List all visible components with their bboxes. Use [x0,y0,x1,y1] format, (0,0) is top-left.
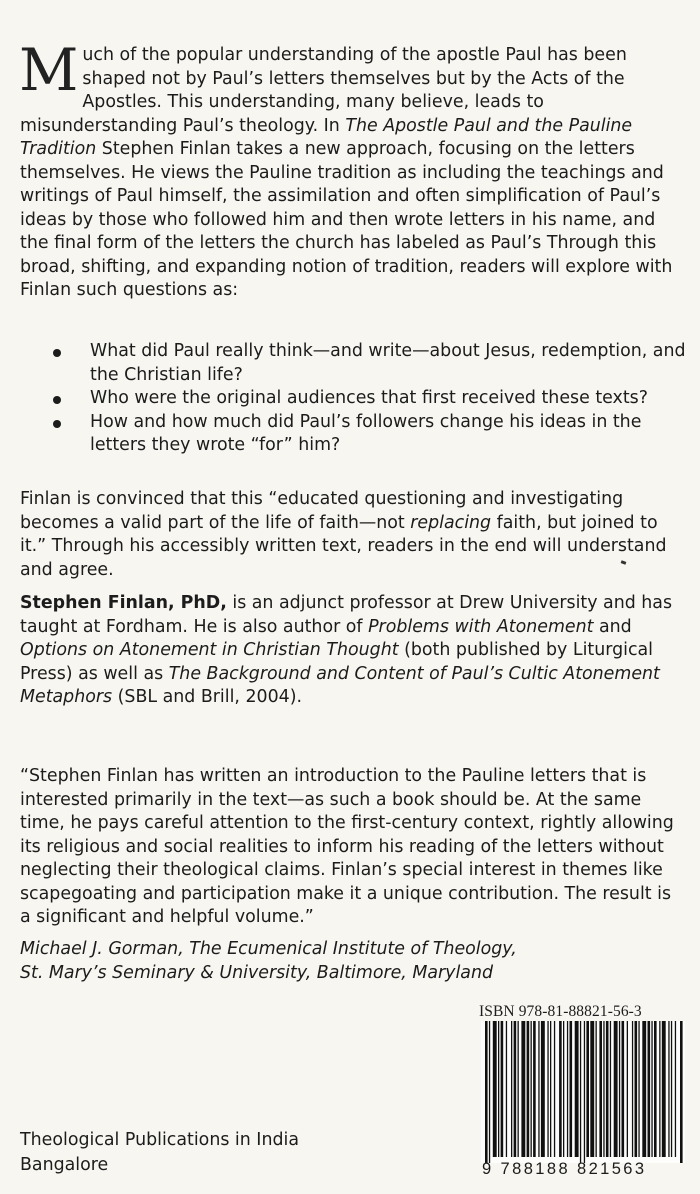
publisher-name: Theological Publications in India [20,1130,299,1150]
question-text: What did Paul really think—and write—about Jesus, redemption, and the Christian life? [90,341,686,385]
publisher-city: Bangalore [20,1155,109,1175]
endorsement-text: “Stephen Finlan has written an introduction to the Pauline letters that is interested primarily in the text—as such a book should be. At the same time, he pays careful attention to the first-century context, rightly allowing its religious and social realities to inform his reading of the letters without neglecting their theological claims. Finlan’s special interest in themes like scapegoating and participation make it a unique contribution. The result is a significant and helpful volume.” [20,766,674,927]
author-bio-text: is an adjunct professor at Drew University and has taught at Fordham. He is also author of Problems with Atonement and Options on Atonement in Christian Thought (both published by Liturgical Press) as well as The Background and Content of Paul’s Cultic Atonement Metaphors (SBL and Brill, 2004). [20,593,673,707]
question-text: Who were the original audiences that first received these texts? [90,388,648,408]
bullet-icon [53,349,61,357]
intro-paragraph [19,36,685,303]
list-item [50,387,690,411]
endorsement-attribution [20,938,685,985]
drop-cap: M [19,36,79,104]
bullet-icon [53,396,61,404]
attribution-line: Michael J. Gorman, The Ecumenical Institute of Theology, [20,939,517,959]
isbn-number: ISBN 978-81-88821-56-3 [479,1003,642,1020]
question-list [50,340,690,458]
question-text: How and how much did Paul’s followers change his ideas in the letters they wrote “for” him? [90,411,642,455]
endorsement-quote [20,765,685,930]
attribution-line: St. Mary’s Seminary & University, Baltimore, Maryland [20,962,494,983]
intro-text: uch of the popular understanding of the apostle Paul has been shaped not by Paul’s letters themselves but by the Acts of the Apostles. This understanding, many believe, leads to misunderstanding Paul’s theology. In The Apostle Paul and the Pauline Tradition Stephen Finlan takes a new approach, focusing on the letters themselves. He views the Pauline tradition as including the teachings and writings of Paul himself, the assimilation and often simplification of Paul’s ideas by those who followed him and then wrote letters in his name, and the final form of the letters the church has labeled as Paul’s Through this broad, shifting, and expanding notion of tradition, readers will explore with Finlan such questions as: [20,45,673,300]
barcode-icon [481,1021,685,1163]
author-bio [20,592,685,710]
conviction-paragraph [20,488,685,582]
conviction-text: Finlan is convinced that this “educated questioning and investigating becomes a valid part of the life of faith—not replacing faith, but joined to it.” Through his accessibly written text, readers in the end will understand and agree. [20,489,667,580]
author-name: Stephen Finlan, PhD, [20,593,227,613]
list-item [50,411,690,458]
list-item [50,340,690,387]
bullet-icon [53,420,61,428]
publisher-imprint [20,1128,299,1178]
barcode-digits: 9 788188 821563 [482,1160,647,1178]
